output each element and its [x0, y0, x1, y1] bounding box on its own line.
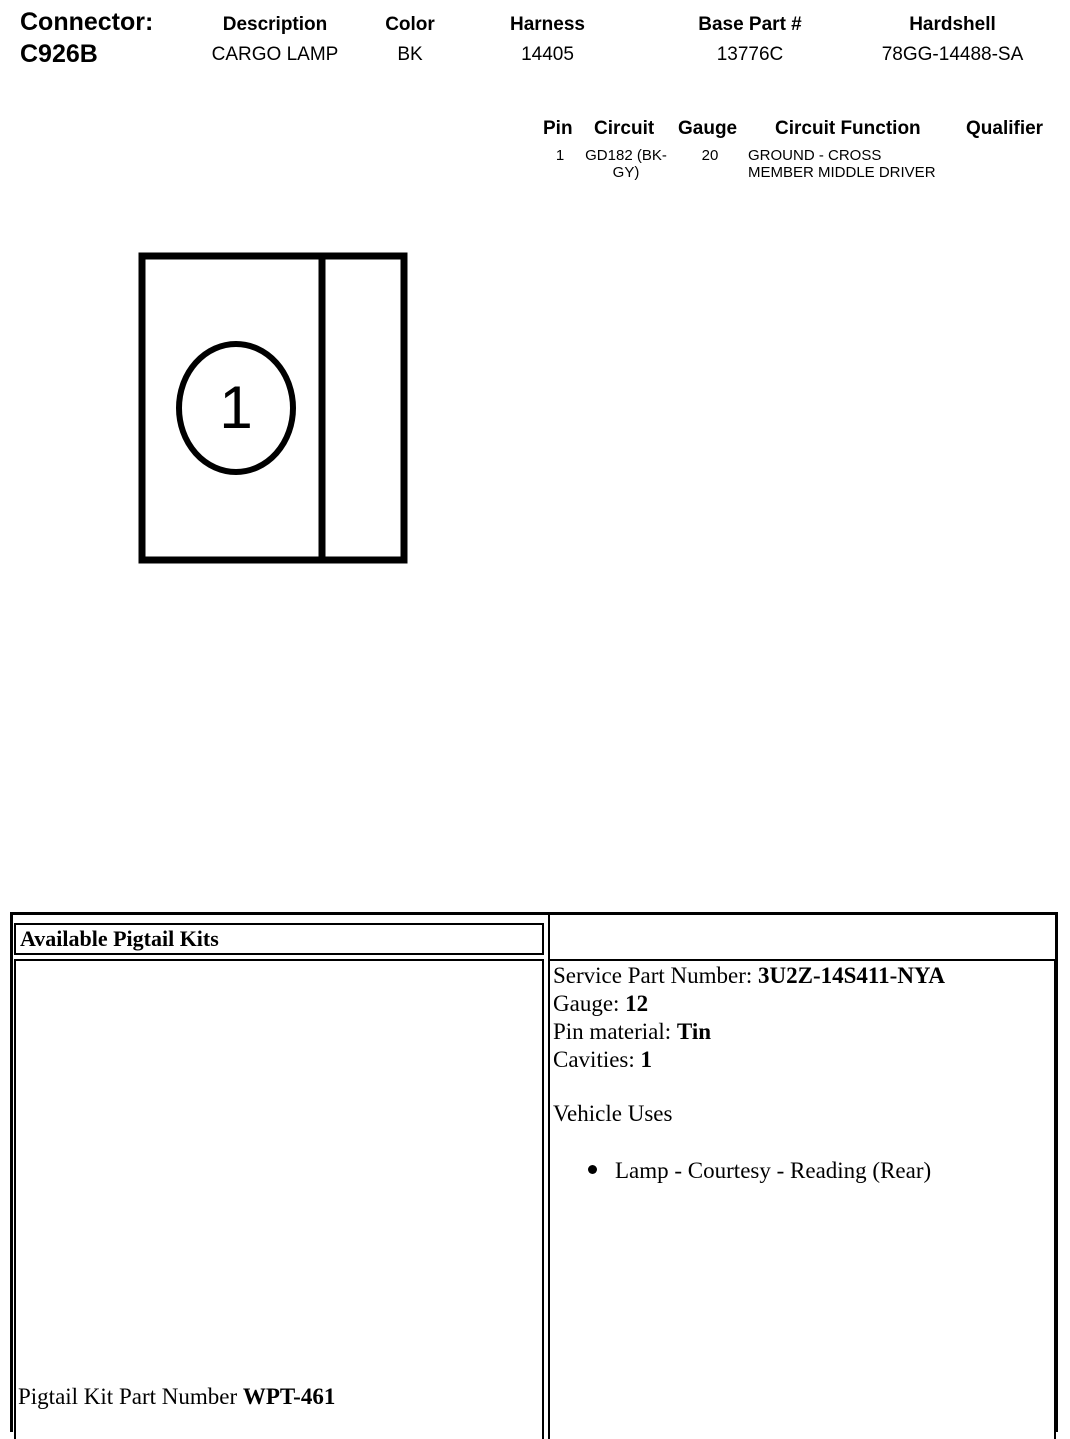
- pigtail-image-cell: [14, 959, 544, 1439]
- circuit-function-cell: [748, 147, 968, 181]
- pin-number-cell: 1: [555, 147, 565, 164]
- function-line-1: GROUND - CROSS: [748, 147, 882, 164]
- color-value: BK: [397, 44, 423, 65]
- color-header: Color: [385, 14, 435, 35]
- connector-label: Connector:: [20, 8, 154, 36]
- kit-number: WPT-461: [242, 1384, 336, 1409]
- service-part-number: [553, 963, 945, 989]
- base-part-header: Base Part #: [698, 14, 802, 35]
- hardshell-header: Hardshell: [909, 14, 996, 35]
- vehicle-use-text: Lamp - Courtesy - Reading (Rear): [615, 1158, 932, 1183]
- description-header: Description: [222, 14, 328, 35]
- harness-header: Harness: [510, 14, 585, 35]
- pigtail-gauge: [553, 991, 648, 1017]
- connector-id: C926B: [20, 40, 98, 68]
- gauge-value: 12: [625, 991, 649, 1016]
- pigtail-title: Available Pigtail Kits: [20, 926, 219, 951]
- cavities-label: Cavities:: [553, 1047, 641, 1072]
- vehicle-uses-heading: Vehicle Uses: [553, 1101, 673, 1126]
- bullet-icon: [588, 1165, 597, 1174]
- kit-label: Pigtail Kit Part Number: [18, 1384, 243, 1409]
- circuit-cell: [578, 147, 674, 181]
- cavities: [553, 1047, 652, 1073]
- gauge-cell: 20: [701, 147, 719, 164]
- pin-cavity-label: 1: [219, 374, 253, 441]
- pin-material-value: Tin: [676, 1019, 712, 1044]
- hardshell-value: 78GG-14488-SA: [881, 44, 1024, 65]
- pin-column-header: Pin: [543, 118, 573, 139]
- service-part-value: 3U2Z-14S411-NYA: [758, 963, 946, 988]
- function-line-2: MEMBER MIDDLE DRIVER: [748, 164, 936, 181]
- base-part-value: 13776C: [716, 44, 784, 65]
- pin-material: [553, 1019, 711, 1045]
- service-part-label: Service Part Number:: [553, 963, 759, 988]
- title-row-divider: [548, 915, 550, 960]
- cavities-value: 1: [640, 1047, 653, 1072]
- description-value: CARGO LAMP: [211, 44, 339, 65]
- qualifier-column-header: Qualifier: [966, 118, 1044, 139]
- circuit-column-header: Circuit: [594, 118, 655, 139]
- pigtail-kit-part-number: [18, 1384, 335, 1410]
- gauge-label: Gauge:: [553, 991, 626, 1016]
- circuit-line-2: GY): [612, 164, 640, 181]
- circuit-line-1: GD182 (BK-: [585, 147, 667, 164]
- pin-material-label: Pin material:: [553, 1019, 677, 1044]
- circuit-function-column-header: Circuit Function: [775, 118, 921, 139]
- harness-value: 14405: [521, 44, 574, 65]
- connector-face-diagram: [130, 245, 420, 570]
- gauge-column-header: Gauge: [678, 118, 738, 139]
